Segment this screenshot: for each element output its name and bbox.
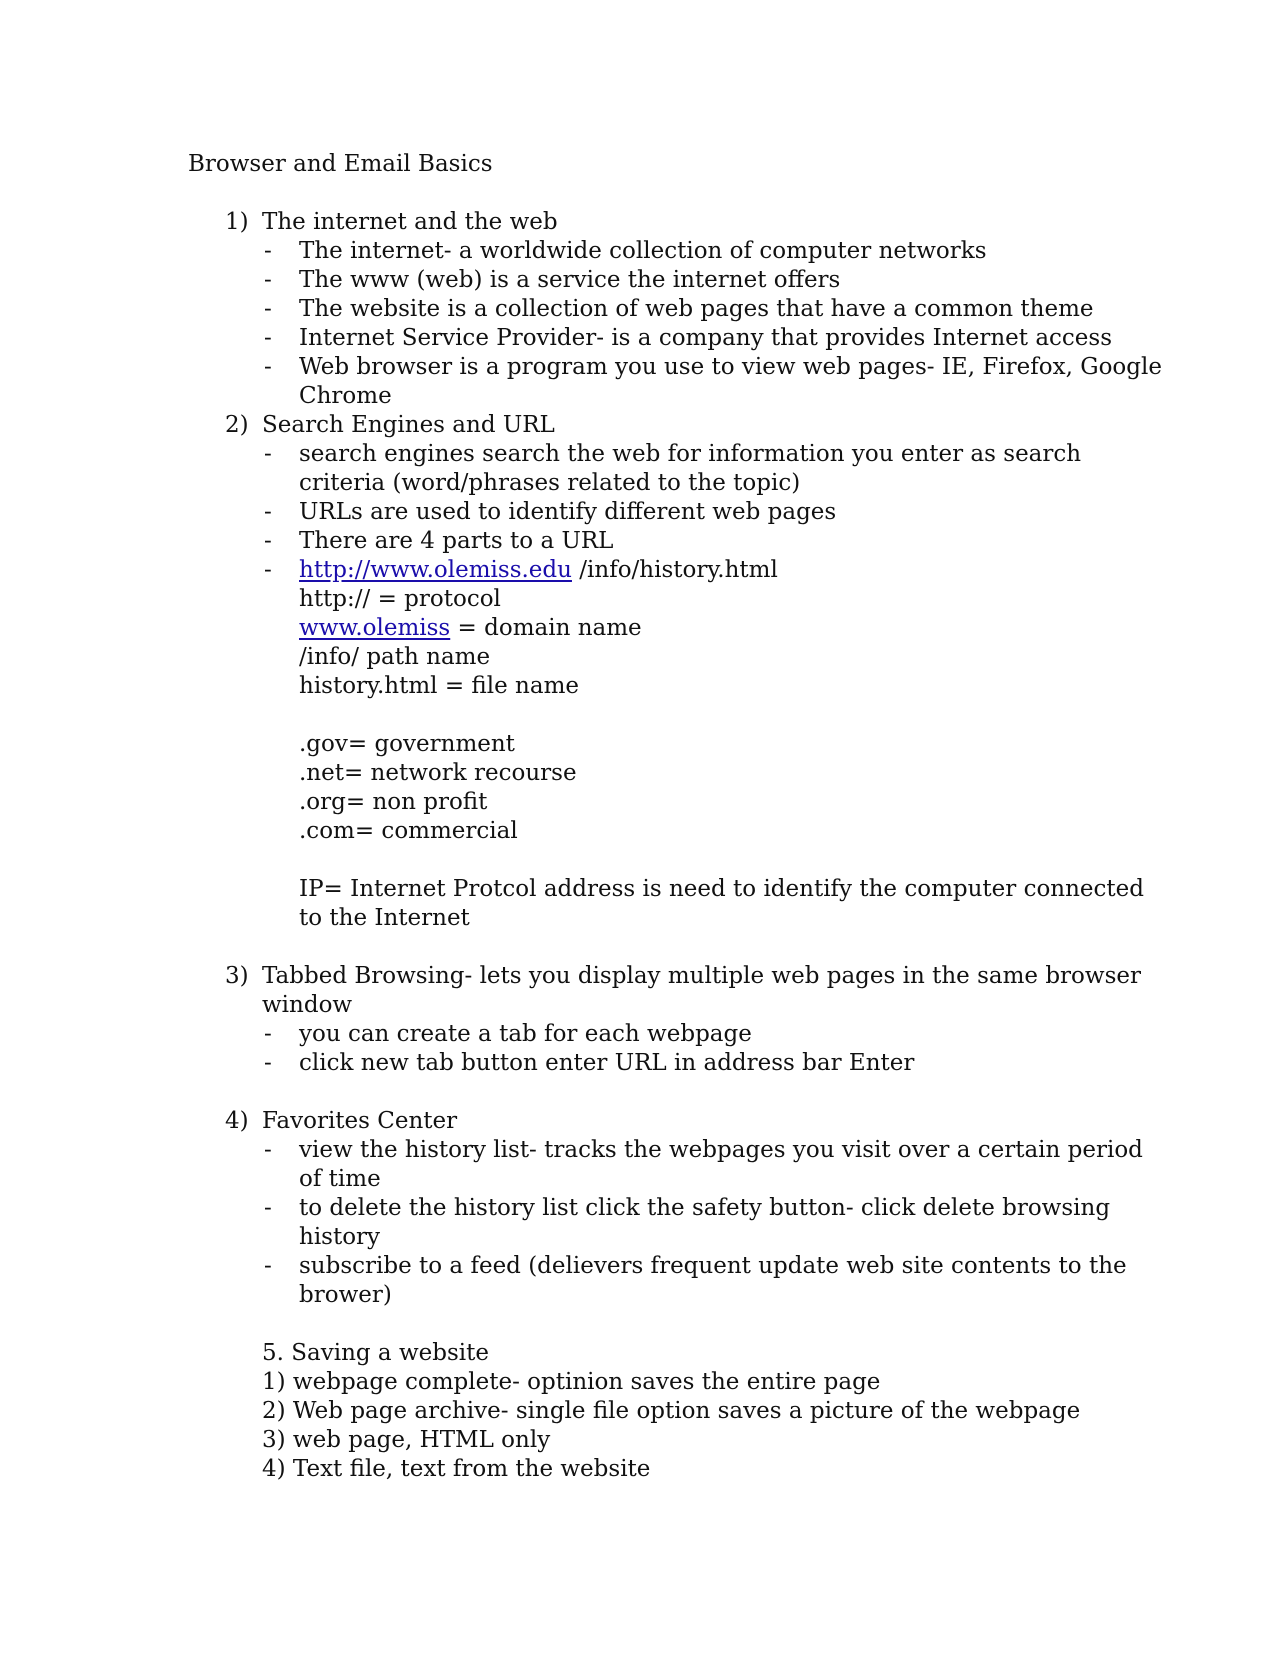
bullet-dash: - (264, 528, 272, 554)
tld-gov: .gov= government (299, 731, 515, 757)
section-3-heading-line-2: window (262, 992, 353, 1018)
section-1-heading: The internet and the web (262, 209, 558, 235)
bullet-dash: - (264, 296, 272, 322)
bullet-dash: - (264, 1050, 272, 1076)
section-4-bullet-2-line-1: to delete the history list click the safety button- click delete browsing (299, 1195, 1111, 1221)
url-example-link[interactable]: http://www.olemiss.edu (299, 557, 572, 583)
tld-com: .com= commercial (299, 818, 518, 844)
bullet-dash: - (264, 557, 272, 583)
domain-label: = domain name (450, 615, 642, 641)
tld-org: .org= non profit (299, 789, 488, 815)
section-4-number: 4) (225, 1108, 249, 1134)
ip-definition-line-2: to the Internet (299, 905, 470, 931)
bullet-dash: - (264, 499, 272, 525)
section-2-bullet-1-line-1: search engines search the web for information you enter as search (299, 441, 1082, 467)
section-2-bullet-3: There are 4 parts to a URL (299, 528, 614, 554)
section-1-bullet-4: Internet Service Provider- is a company that provides Internet access (299, 325, 1113, 351)
section-5-heading: 5. Saving a website (262, 1340, 489, 1366)
bullet-dash: - (264, 1253, 272, 1279)
section-5-item-2: 2) Web page archive- single file option saves a picture of the webpage (262, 1398, 1081, 1424)
section-1-bullet-5-line-1: Web browser is a program you use to view web pages- IE, Firefox, Google (299, 354, 1162, 380)
url-protocol-line: http:// = protocol (299, 586, 501, 612)
section-1-number: 1) (225, 209, 249, 235)
section-2-bullet-2: URLs are used to identify different web pages (299, 499, 837, 525)
section-1-bullet-3: The website is a collection of web pages that have a common theme (299, 296, 1094, 322)
section-2-heading: Search Engines and URL (262, 412, 555, 438)
bullet-dash: - (264, 1021, 272, 1047)
section-4-bullet-3-line-1: subscribe to a feed (delievers frequent update web site contents to the (299, 1253, 1127, 1279)
bullet-dash: - (264, 1195, 272, 1221)
section-4-bullet-1-line-2: of time (299, 1166, 381, 1192)
bullet-dash: - (264, 441, 272, 467)
section-2-bullet-1-line-2: criteria (word/phrases related to the topic) (299, 470, 801, 496)
bullet-dash: - (264, 238, 272, 264)
section-3-bullet-2: click new tab button enter URL in address bar Enter (299, 1050, 915, 1076)
section-4-bullet-2-line-2: history (299, 1224, 381, 1250)
ip-definition-line-1: IP= Internet Protcol address is need to identify the computer connected (299, 876, 1145, 902)
section-1-bullet-1: The internet- a worldwide collection of computer networks (299, 238, 987, 264)
section-4-heading: Favorites Center (262, 1108, 458, 1134)
tld-net: .net= network recourse (299, 760, 577, 786)
url-domain-line (299, 614, 642, 643)
section-2-number: 2) (225, 412, 249, 438)
section-3-heading-line-1: Tabbed Browsing- lets you display multiple web pages in the same browser (262, 963, 1141, 989)
section-5-item-3: 3) web page, HTML only (262, 1427, 551, 1453)
domain-link[interactable]: www.olemiss (299, 615, 451, 641)
section-5-item-4: 4) Text file, text from the website (262, 1456, 651, 1482)
bullet-dash: - (264, 354, 272, 380)
section-1-bullet-5-line-2: Chrome (299, 383, 392, 409)
section-5-item-1: 1) webpage complete- optinion saves the entire page (262, 1369, 881, 1395)
url-example-line (299, 556, 778, 585)
url-file-line: history.html = file name (299, 673, 579, 699)
url-example-path: /info/history.html (571, 557, 778, 583)
page-title: Browser and Email Basics (188, 151, 493, 177)
section-3-bullet-1: you can create a tab for each webpage (299, 1021, 752, 1047)
bullet-dash: - (264, 1137, 272, 1163)
bullet-dash: - (264, 325, 272, 351)
section-4-bullet-3-line-2: brower) (299, 1282, 392, 1308)
section-4-bullet-1-line-1: view the history list- tracks the webpages you visit over a certain period (299, 1137, 1143, 1163)
section-1-bullet-2: The www (web) is a service the internet offers (299, 267, 841, 293)
url-path-line: /info/ path name (299, 644, 491, 670)
bullet-dash: - (264, 267, 272, 293)
section-3-number: 3) (225, 963, 249, 989)
